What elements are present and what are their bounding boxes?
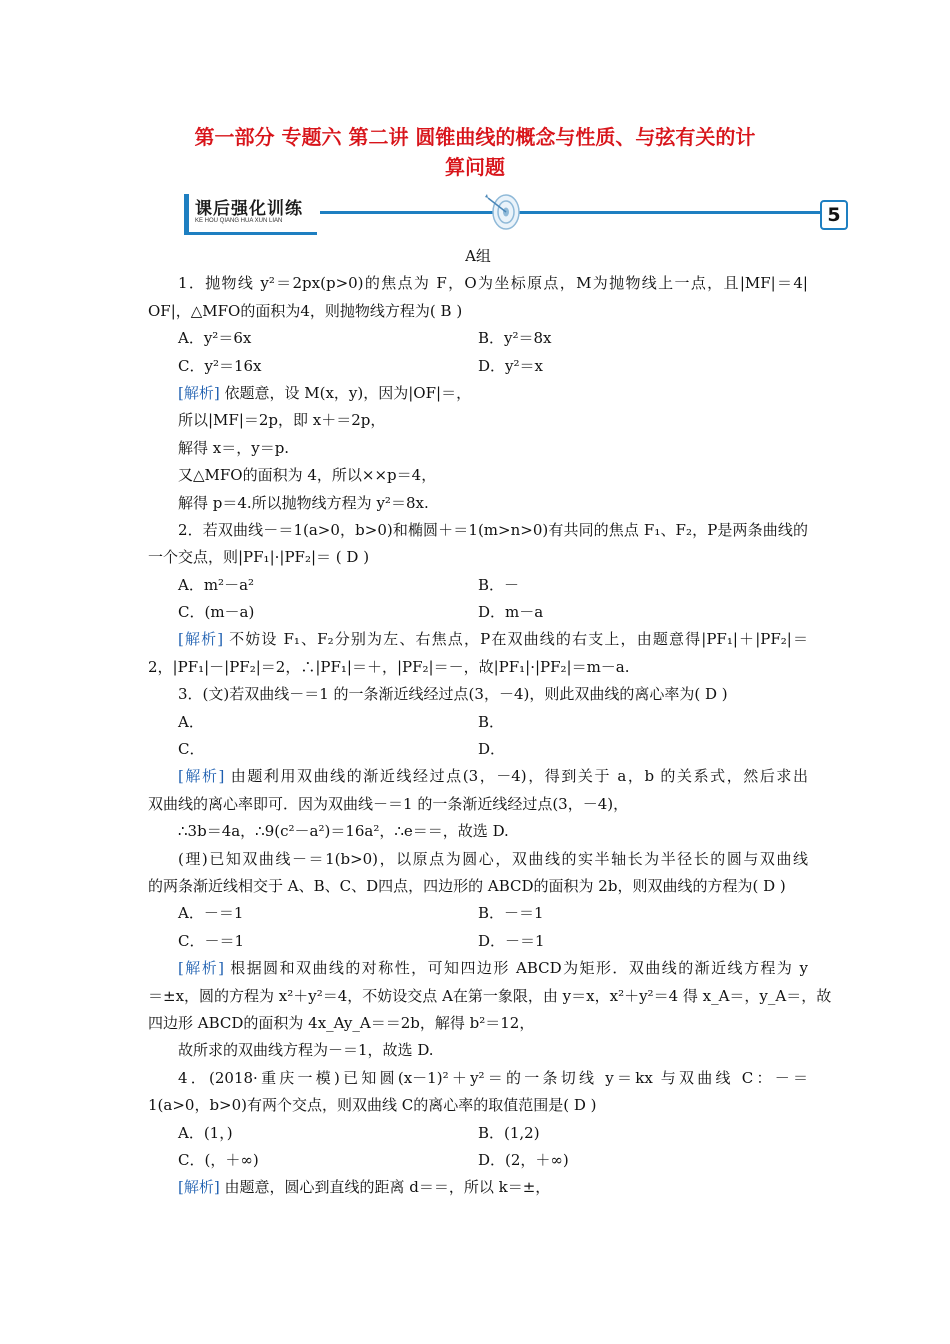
line-text: 根据圆和双曲线的对称性，可知四边形 ABCD为矩形．双曲线的渐近线方程为 y (224, 959, 808, 978)
exercise-count-badge: 5 (820, 200, 848, 230)
solution-line (148, 626, 808, 653)
line-text: 3．(文)若双曲线－＝1 的一条渐近线经过点(3，－4)，则此双曲线的离心率为( D ) (178, 685, 728, 704)
title-line-1: 第一部分 专题六 第二讲 圆锥曲线的概念与性质、与弦有关的计 (194, 125, 756, 149)
banner-rule (320, 211, 820, 214)
answer-options-row (148, 900, 808, 927)
line-text: 1．抛物线 y²＝2px(p>0)的焦点为 F，O为坐标原点，M为抛物线上一点，且|MF|＝4| (178, 274, 808, 293)
line-text: 由题利用双曲线的渐近线经过点(3，－4)，得到关于 a，b 的关系式，然后求出 (224, 767, 808, 786)
text-line (148, 791, 808, 818)
line-text: 又△MFO的面积为 4，所以××p＝4， (178, 466, 437, 485)
line-text: 2．若双曲线－＝1(a>0，b>0)和椭圆＋＝1(m>n>0)有共同的焦点 F₁、F₂，P是两条曲线的 (178, 520, 808, 539)
exercise-content (148, 243, 832, 1202)
line-text: 2，|PF₁|－|PF₂|＝2，∴|PF₁|＝＋，|PF₂|＝－，故|PF₁|·|PF₂|＝m－a. (148, 657, 630, 676)
line-text: 4．(2018·重庆一模)已知圆(x－1)²＋y²＝的一条切线 y＝kx 与双曲线 C：－＝ (178, 1068, 808, 1087)
answer-options-row (148, 1120, 808, 1147)
text-line (148, 435, 808, 462)
answer-option: D．－＝1 (478, 931, 545, 950)
text-line (148, 544, 808, 571)
line-text: OF|，△MFO的面积为4，则抛物线方程为( B ) (148, 301, 463, 320)
text-line (148, 983, 832, 1010)
line-text: 不妨设 F₁、F₂分别为左、右焦点，P在双曲线的右支上，由题意得|PF₁|＋|PF₂|＝ (223, 630, 808, 649)
line-text: 四边形 ABCD的面积为 4x_Ay_A＝＝2b，解得 b²＝12， (148, 1013, 535, 1032)
answer-option: A．(1，) (178, 1123, 233, 1142)
text-line (148, 517, 808, 544)
answer-option: D．y²＝x (478, 356, 543, 375)
line-text: 1(a>0，b>0)有两个交点，则双曲线 C的离心率的取值范围是( D ) (148, 1096, 597, 1115)
section-badge-label: 课后强化训练 (195, 199, 303, 219)
text-line (148, 298, 808, 325)
solution-tag: [解析] (178, 630, 224, 649)
solution-tag: [解析] (178, 959, 225, 978)
answer-option: A．－＝1 (178, 904, 244, 923)
answer-option: C．－＝1 (178, 931, 245, 950)
solution-tag: [解析] (178, 383, 220, 402)
line-text: ＝±x，圆的方程为 x²＋y²＝4，不妨设交点 A在第一象限，由 y＝x，x²＋y²＝4 得 x_A＝，y_A＝，故 (148, 986, 832, 1005)
answer-option: B． (478, 712, 505, 731)
section-badge-pinyin: KE HOU QIANG HUA XUN LIAN (195, 218, 283, 224)
text-line (148, 1010, 808, 1037)
text-line (148, 818, 808, 845)
text-line (148, 654, 808, 681)
line-text: 故所求的双曲线方程为－＝1，故选 D. (178, 1041, 434, 1060)
line-text: 依题意，设 M(x，y)，因为|OF|＝， (219, 383, 472, 402)
line-text: 解得 p＝4.所以抛物线方程为 y²＝8x. (178, 493, 429, 512)
solution-line (148, 380, 808, 407)
solution-tag: [解析] (178, 767, 225, 786)
solution-tag: [解析] (178, 1178, 220, 1197)
answer-options-row (148, 572, 808, 599)
answer-option: A． (178, 712, 204, 731)
solution-line (148, 763, 808, 790)
line-text: 双曲线的离心率即可．因为双曲线－＝1 的一条渐近线经过点(3，－4)， (148, 794, 629, 813)
answer-option: C．(m－a) (178, 603, 255, 622)
text-line (148, 1065, 808, 1092)
text-line (148, 243, 808, 270)
answer-option: D．(2，＋∞) (478, 1150, 569, 1169)
answer-option: B．－＝1 (478, 904, 544, 923)
text-line (148, 1037, 808, 1064)
text-line (148, 1092, 808, 1119)
answer-option: C． (178, 740, 205, 759)
text-line (148, 490, 808, 517)
text-line (148, 681, 808, 708)
section-badge (184, 194, 317, 235)
answer-options-row (148, 709, 808, 736)
solution-line (148, 955, 808, 982)
line-text: 的两条渐近线相交于 A、B、C、D四点，四边形的 ABCD的面积为 2b，则双曲线的方程为( D ) (148, 876, 786, 895)
text-line (148, 846, 808, 873)
answer-option: B．－ (478, 575, 520, 594)
answer-options-row (148, 1147, 808, 1174)
line-text: 由题意，圆心到直线的距离 d＝＝，所以 k＝±， (219, 1178, 551, 1197)
line-text: 一个交点，则|PF₁|·|PF₂|＝ ( D ) (148, 548, 370, 567)
answer-option: D．m－a (478, 603, 544, 622)
target-icon (484, 192, 524, 232)
answer-options-row (148, 736, 808, 763)
solution-line (148, 1174, 808, 1201)
title-line-2: 算问题 (445, 155, 505, 179)
answer-options-row (148, 353, 808, 380)
answer-option: B．(1,2) (478, 1123, 540, 1142)
text-line (148, 873, 808, 900)
answer-options-row (148, 325, 808, 352)
line-text: A组 (465, 247, 491, 265)
text-line (148, 462, 808, 489)
line-text: (理)已知双曲线－＝1(b>0)，以原点为圆心，双曲线的实半轴长为半径长的圆与双曲线 (178, 849, 808, 868)
answer-option: B．y²＝8x (478, 329, 552, 348)
answer-option: A．m²－a² (178, 575, 255, 594)
line-text: ∴3b＝4a，∴9(c²－a²)＝16a²，∴e＝＝，故选 D. (178, 822, 509, 841)
answer-option: D． (478, 740, 506, 759)
answer-option: C．y²＝16x (178, 356, 262, 375)
answer-option: C．(，＋∞) (178, 1150, 259, 1169)
line-text: 所以|MF|＝2p，即 x＋＝2p， (178, 411, 386, 430)
answer-options-row (148, 928, 808, 955)
answer-option: A．y²＝6x (178, 329, 252, 348)
text-line (148, 270, 808, 297)
text-line (148, 407, 808, 434)
answer-options-row (148, 599, 808, 626)
line-text: 解得 x＝，y＝p. (178, 438, 290, 457)
page-title (120, 122, 830, 182)
